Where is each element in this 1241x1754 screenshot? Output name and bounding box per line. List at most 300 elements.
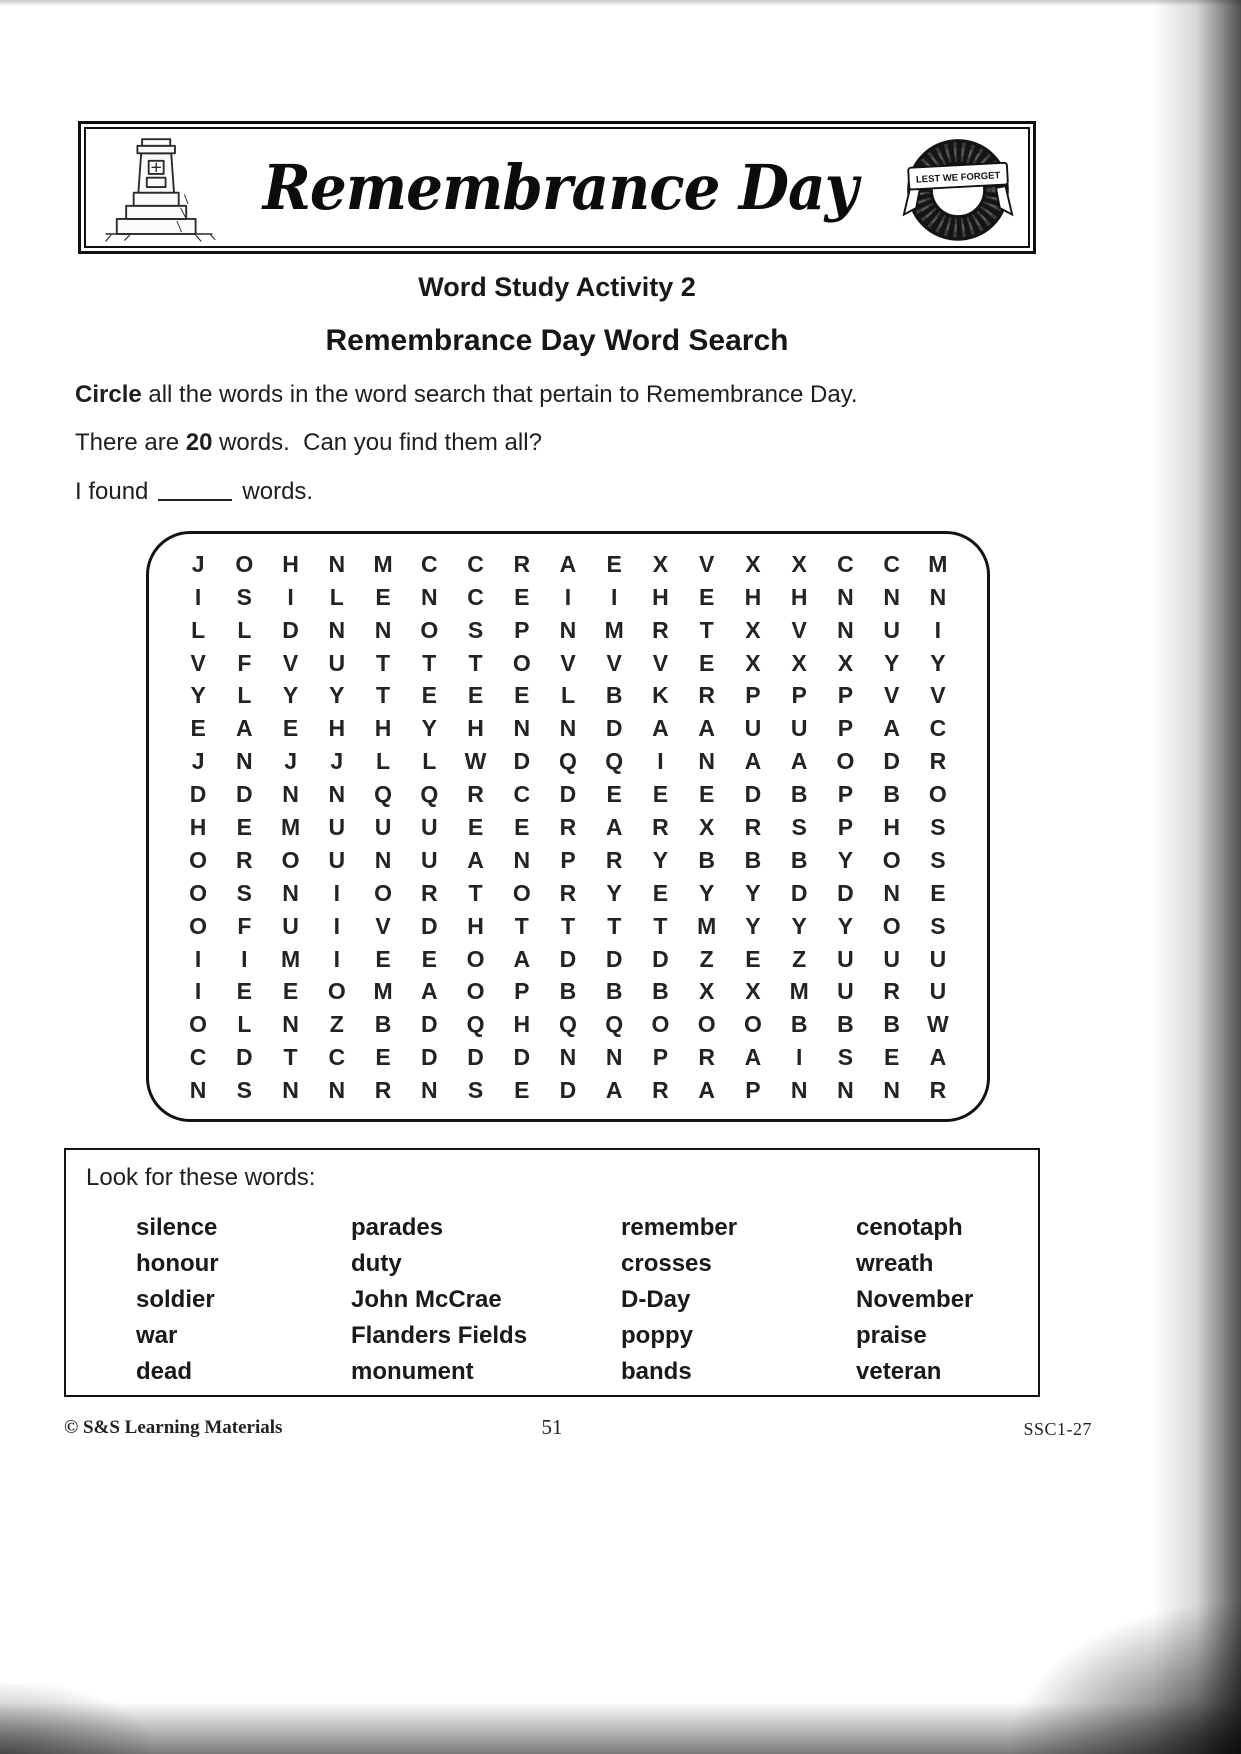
grid-letter: A [929,1044,947,1071]
grid-letter: C [189,1044,207,1071]
grid-letter: L [237,616,252,643]
grid-letter: R [929,1077,947,1104]
grid-letter: E [606,781,622,808]
grid-letter: S [467,616,484,643]
grid-letter: U [420,846,438,873]
grid-letter: D [790,879,808,906]
word-list-heading: Look for these words: [86,1164,316,1191]
grid-letter: Y [883,649,900,676]
word-list-box [64,1148,1040,1397]
grid-letter: U [328,649,346,676]
grid-letter: A [744,748,762,775]
grid-letter: B [790,846,808,873]
grid-letter: L [329,583,344,610]
grid-letter: N [559,1044,577,1071]
instruction-count [75,429,542,457]
grid-letter: O [327,978,346,1005]
grid-letter: U [328,813,346,840]
grid-letter: N [328,1077,346,1104]
grid-letter: T [468,879,483,906]
grid-letter: Q [374,781,392,808]
grid-letter: R [374,1077,392,1104]
grid-letter: E [467,813,484,840]
grid-letter: N [282,879,299,906]
grid-letter: N [929,583,947,610]
grid-letter: E [930,879,946,906]
grid-letter: C [513,781,531,808]
grid-letter: Y [329,682,345,709]
grid-letter: O [466,945,485,972]
word-list-item: duty [351,1250,402,1277]
grid-letter: B [883,781,900,808]
instruction-found-post: words. [242,478,314,505]
grid-letter: D [236,781,253,808]
grid-letter: Q [466,1011,485,1038]
grid-letter: O [928,781,947,808]
grid-letter: H [790,583,808,610]
grid-letter: N [282,781,299,808]
grid-letter: O [882,846,901,873]
grid-letter: M [281,813,301,840]
grid-letter: D [420,912,438,939]
grid-letter: H [328,715,346,742]
grid-letter: N [698,748,715,775]
grid-letter: O [743,1011,762,1038]
grid-letter: E [282,715,299,742]
grid-letter: N [883,583,900,610]
grid-letter: E [375,583,391,610]
grid-letter: O [466,978,485,1005]
grid-letter: Q [605,748,624,775]
grid-letter: B [744,846,762,873]
grid-letter: N [328,781,346,808]
grid-letter: U [837,978,854,1005]
grid-letter: N [420,1077,438,1104]
grid-letter: D [605,715,623,742]
grid-letter: E [467,682,484,709]
header-banner [78,121,1036,254]
word-list-item: parades [351,1214,444,1241]
grid-letter: X [745,550,761,577]
grid-letter: C [837,550,854,577]
word-list-item: Flanders Fields [351,1322,528,1349]
grid-letter: F [237,912,252,939]
grid-letter: Y [791,912,807,939]
grid-letter: P [837,813,854,840]
grid-letter: D [282,616,299,643]
grid-letter: C [467,583,484,610]
grid-letter: B [790,781,808,808]
grid-letter: N [374,846,392,873]
grid-letter: N [513,846,531,873]
grid-letter: T [653,912,668,939]
grid-letter: Z [699,945,714,972]
grid-letter: E [375,945,391,972]
grid-letter: U [837,945,854,972]
grid-letter: X [791,649,807,676]
grid-letter: E [699,781,715,808]
grid-letter: N [189,1077,207,1104]
instruction-circle-rest: all the words in the word search that pertain to Remembrance Day. [141,381,858,408]
word-list-item: remember [621,1214,738,1241]
grid-letter: H [374,715,392,742]
word-list-column [856,1210,1030,1390]
grid-letter: O [651,1011,670,1038]
grid-letter: I [194,945,202,972]
grid-letter: U [929,945,947,972]
instruction-circle-bold: Circle [75,381,142,408]
grid-letter: I [333,945,341,972]
grid-letter: O [374,879,392,906]
grid-letter: V [930,682,946,709]
grid-letter: C [420,550,438,577]
grid-letter: O [882,912,901,939]
grid-letter: U [883,616,900,643]
grid-letter: Y [837,846,854,873]
grid-letter: S [930,813,946,840]
grid-letter: I [287,583,294,610]
grid-letter: Y [282,682,299,709]
instruction-count-post: words. Can you find them all? [212,429,542,456]
grid-letter: V [699,550,715,577]
grid-letter: I [194,978,202,1005]
grid-letter: Y [421,715,437,742]
grid-letter: X [745,616,761,643]
grid-letter: B [605,978,623,1005]
grid-letter: R [698,682,715,709]
grid-letter: O [420,616,439,643]
grid-letter: S [930,912,946,939]
worksheet-heading: Remembrance Day Word Search [325,324,789,357]
grid-letter: D [559,781,577,808]
grid-letter: B [605,682,623,709]
grid-letter: S [791,813,807,840]
grid-letter: U [929,978,947,1005]
grid-letter: A [790,748,808,775]
grid-letter: E [421,945,437,972]
grid-letter: I [333,912,341,939]
word-list-item: bands [621,1358,692,1385]
grid-letter: A [513,945,531,972]
grid-letter: S [467,1077,484,1104]
grid-letter: W [464,748,487,775]
word-list-item: dead [136,1358,193,1385]
grid-letter: A [698,1077,715,1104]
grid-letter: F [237,649,252,676]
instruction-found-pre: I found [75,478,149,505]
grid-letter: R [698,1044,715,1071]
grid-letter: D [652,945,669,972]
grid-letter: R [420,879,438,906]
grid-letter: O [235,550,254,577]
grid-letter: R [652,813,669,840]
instruction-found [75,477,313,506]
grid-letter: D [420,1044,438,1071]
grid-letter: N [837,1077,854,1104]
grid-letter: Y [930,649,946,676]
grid-letter: P [745,1077,761,1104]
grid-letter: C [883,550,900,577]
grid-letter: T [468,649,483,676]
grid-letter: D [744,781,762,808]
grid-letter: B [698,846,715,873]
grid-letter: A [883,715,900,742]
grid-letter: N [328,550,346,577]
cenotaph-icon [98,132,220,244]
grid-letter: N [282,1077,299,1104]
grid-letter: B [790,1011,808,1038]
activity-heading: Word Study Activity 2 [418,272,696,302]
grid-letter: N [420,583,438,610]
grid-letter: J [330,748,344,775]
grid-letter: R [929,748,947,775]
word-search-box [146,531,990,1122]
grid-letter: Q [420,781,439,808]
grid-letter: O [189,1011,208,1038]
grid-letter: V [190,649,206,676]
grid-letter: B [883,1011,900,1038]
word-list-item: November [856,1286,974,1313]
grid-letter: L [560,682,576,709]
grid-letter: P [745,682,761,709]
grid-letter: V [606,649,622,676]
grid-letter: T [607,912,622,939]
word-list-item: D-Day [621,1286,691,1313]
grid-letter: K [652,682,669,709]
footer-copyright: © S&S Learning Materials [64,1417,283,1438]
grid-letter: I [657,748,664,775]
grid-letter: E [236,813,253,840]
grid-letter: E [745,945,761,972]
grid-letter: A [698,715,715,742]
grid-letter: X [652,550,669,577]
grid-letter: E [514,1077,530,1104]
grid-letter: S [930,846,946,873]
grid-letter: P [652,1044,669,1071]
grid-letter: U [790,715,808,742]
grid-letter: E [236,978,253,1005]
grid-letter: N [559,616,577,643]
grid-letter: H [189,813,207,840]
grid-letter: Y [837,912,854,939]
grid-letter: D [513,748,531,775]
grid-letter: E [883,1044,900,1071]
grid-letter: V [282,649,299,676]
grid-letter: U [374,813,392,840]
grid-letter: D [513,1044,531,1071]
grid-letter: S [236,879,253,906]
instruction-count-pre: There are [75,429,186,456]
page-number: 51 [541,1415,563,1439]
grid-letter: X [837,649,854,676]
footer-code: SSC1-27 [1023,1419,1092,1439]
grid-letter: N [282,1011,299,1038]
grid-letter: P [837,715,854,742]
grid-letter: N [559,715,577,742]
grid-letter: U [420,813,438,840]
grid-letter: V [652,649,669,676]
word-list-item: praise [856,1322,927,1349]
grid-letter: D [420,1011,438,1038]
grid-letter: T [376,649,391,676]
grid-letter: E [514,813,530,840]
grid-letter: X [791,550,807,577]
grid-letter: C [328,1044,346,1071]
page-footer [64,1415,1092,1445]
grid-letter: N [236,748,253,775]
grid-letter: N [883,879,900,906]
grid-letter: E [514,583,530,610]
grid-letter: P [560,846,576,873]
grid-letter: Y [699,879,715,906]
grid-letter: D [559,1077,577,1104]
grid-letter: R [236,846,253,873]
grid-letter: I [611,583,618,610]
word-search-grid [175,548,961,1107]
word-list-item: poppy [621,1322,693,1349]
word-list-item: wreath [856,1250,934,1277]
grid-letter: V [791,616,807,643]
word-list-item: cenotaph [856,1214,963,1241]
grid-letter: M [281,945,301,972]
grid-letter: I [564,583,572,610]
grid-letter: T [422,649,437,676]
grid-letter: H [513,1011,531,1038]
grid-letter: N [513,715,531,742]
grid-letter: U [282,912,299,939]
grid-letter: O [189,846,208,873]
header-banner-inner [84,127,1030,248]
grid-letter: E [190,715,206,742]
grid-letter: J [284,748,297,775]
grid-letter: V [375,912,391,939]
grid-letter: U [883,945,900,972]
grid-letter: E [514,682,530,709]
grid-letter: O [189,879,208,906]
grid-letter: T [283,1044,298,1071]
grid-letter: R [652,1077,669,1104]
grid-letter: V [883,682,900,709]
word-list-item: monument [351,1358,474,1385]
grid-letter: N [328,616,346,643]
grid-letter: N [837,616,854,643]
grid-letter: J [191,550,205,577]
grid-letter: Y [652,846,669,873]
grid-letter: Q [605,1011,624,1038]
grid-letter: I [333,879,341,906]
grid-letter: I [934,616,942,643]
grid-letter: R [652,616,669,643]
word-list-item: war [136,1322,178,1349]
word-list-item: honour [136,1250,219,1277]
grid-letter: C [467,550,484,577]
grid-letter: Q [559,748,577,775]
grid-letter: S [236,583,253,610]
grid-letter: B [374,1011,392,1038]
grid-letter: R [605,846,623,873]
grid-letter: U [744,715,762,742]
grid-letter: P [514,978,530,1005]
grid-letter: L [376,748,391,775]
word-list-item: silence [136,1214,218,1241]
page-title: Remembrance Day [262,151,858,224]
grid-letter: A [236,715,253,742]
grid-letter: O [189,912,208,939]
grid-letter: N [837,583,854,610]
grid-letter: C [929,715,947,742]
grid-letter: T [699,616,714,643]
grid-letter: O [697,1011,716,1038]
grid-letter: R [467,781,484,808]
instruction-count-number: 20 [185,429,213,456]
grid-letter: Y [745,879,761,906]
grid-letter: H [883,813,900,840]
grid-letter: T [560,912,576,939]
grid-letter: X [699,978,715,1005]
grid-letter: A [744,1044,762,1071]
grid-letter: P [791,682,807,709]
grid-letter: S [837,1044,854,1071]
grid-letter: U [328,846,346,873]
grid-letter: N [605,1044,623,1071]
grid-letter: D [605,945,623,972]
grid-letter: H [282,550,299,577]
word-list-column [351,1210,621,1390]
word-list-columns [136,1210,1030,1390]
grid-letter: E [606,550,622,577]
grid-letter: R [744,813,762,840]
grid-letter: Z [792,945,807,972]
grid-letter: Y [745,912,761,939]
grid-letter: E [699,583,715,610]
word-list-item: veteran [856,1358,942,1385]
grid-letter: R [883,978,900,1005]
grid-letter: D [837,879,854,906]
grid-letter: M [789,978,809,1005]
grid-letter: D [559,945,577,972]
grid-letter: E [652,879,669,906]
instruction-circle [75,381,858,409]
grid-letter: A [467,846,484,873]
grid-letter: D [883,748,900,775]
grid-letter: N [790,1077,808,1104]
grid-letter: L [191,616,206,643]
grid-letter: Q [559,1011,577,1038]
grid-letter: E [375,1044,391,1071]
grid-letter: A [605,1077,623,1104]
grid-letter: T [376,682,391,709]
grid-letter: O [512,649,531,676]
grid-letter: O [836,748,855,775]
wreath-icon [900,131,1016,245]
grid-letter: A [652,715,669,742]
grid-letter: E [282,978,299,1005]
grid-letter: M [697,912,717,939]
grid-letter: Y [606,879,622,906]
grid-letter: E [699,649,715,676]
grid-letter: O [281,846,300,873]
grid-letter: M [373,978,393,1005]
grid-letter: M [928,550,948,577]
grid-letter: P [514,616,530,643]
found-count-blank [158,477,232,501]
grid-letter: V [560,649,576,676]
grid-letter: S [236,1077,253,1104]
grid-letter: E [421,682,437,709]
grid-letter: I [194,583,202,610]
word-list-item: soldier [136,1286,215,1313]
grid-letter: L [237,1011,252,1038]
